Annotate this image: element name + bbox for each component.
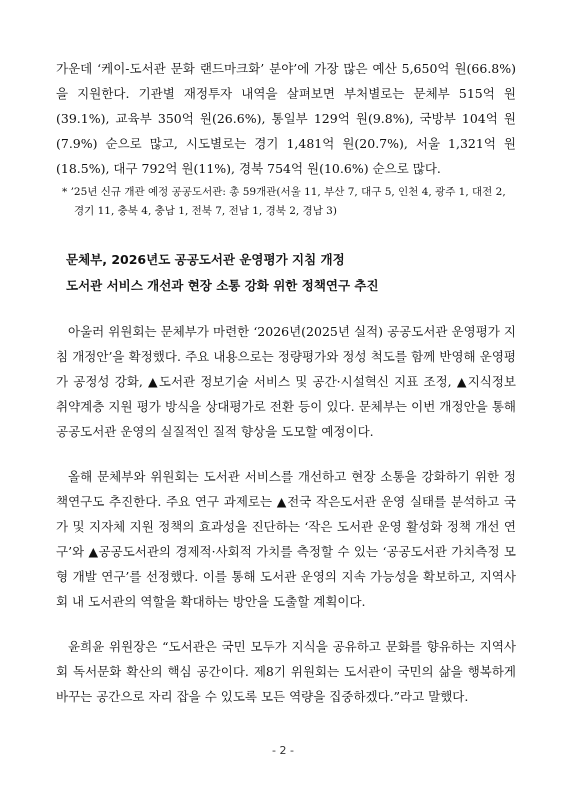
page-number: - 2 - [272, 744, 294, 757]
spacer [56, 614, 516, 634]
paragraph-quote: 윤희윤 위원장은 “도서관은 국민 모두가 지식을 공유하고 문화를 향유하는 지역사회 독서문화 확산의 핵심 공간이다. 제8기 위원회는 도서관이 국민의 삶을 행복하게 바꾸는 공간으로 자리 잡을 수 있도록 모든 역량을 집중하겠다.”라고 말했다. [56, 639, 516, 704]
spacer [56, 299, 516, 319]
spacer [56, 221, 516, 247]
paragraph-research: 올해 문체부와 위원회는 도서관 서비스를 개선하고 현장 소통을 강화하기 위한 정책연구도 추진한다. 주요 연구 과제로는 ▲전국 작은도서관 운영 실태를 분석하고 국가 및 지자체 지원 정책의 효과성을 진단하는 ‘작은 도서관 운영 활성화 정책 개선 연구’와 ▲공공도서관의 경제적·사회적 가치를 측정할 수 있는 ‘공공도서관 가치측정 모형 개발 연구’를 선정했다. 이를 통해 도서관 운영의 지속 가능성을 확보하고, 지역사회 내 도서관의 역할을 확대하는 방안을 도출할 계획이다. [56, 469, 516, 609]
intro-paragraph: 가운데 ‘케이-도서관 문화 랜드마크화’ 분야’에 가장 많은 예산 5,650억 원(66.8%)을 지원한다. 기관별 재정투자 내역을 살펴보면 부처별로는 문체부 515억 원(39.1%), 교육부 350억 원(26.6%), 통일부 129억 원(9.8%), 국방부 104억 원(7.9%) 순으로 많고, 시도별로는 경기 1,481억 원(20.7%), 서울 1,321억 원(18.5%), 대구 792억 원(11%), 경북 754억 원(10.6%) 순으로 많다. [56, 61, 516, 176]
document-body [56, 56, 516, 709]
section-heading-line1: 문체부, 2026년도 공공도서관 운영평가 지침 개정 [66, 252, 345, 267]
footnote: * ’25년 신규 개관 예정 공공도서관: 총 59개관(서울 11, 부산 7, 대구 5, 인천 4, 광주 1, 대전 2, 경기 11, 충북 4, 충남 1, 전북 7, 전남 1, 경북 2, 경남 3) [62, 186, 506, 217]
paragraph-evaluation: 아울러 위원회는 문체부가 마련한 ‘2026년(2025년 실적) 공공도서관 운영평가 지침 개정안’을 확정했다. 주요 내용으로는 정량평가와 정성 척도를 함께 반영해 운영평가 공정성 강화, ▲도서관 정보기술 서비스 및 공간·시설혁신 지표 조정, ▲지식정보 취약계층 지원 평가 방식을 상대평가로 전환 등이 있다. 문체부는 이번 개정안을 통해 공공도서관 운영의 실질적인 질적 향상을 도모할 예정이다. [56, 324, 516, 439]
spacer [56, 444, 516, 464]
section-heading-line2: 도서관 서비스 개선과 현장 소통 강화 위한 정책연구 추진 [66, 278, 379, 293]
